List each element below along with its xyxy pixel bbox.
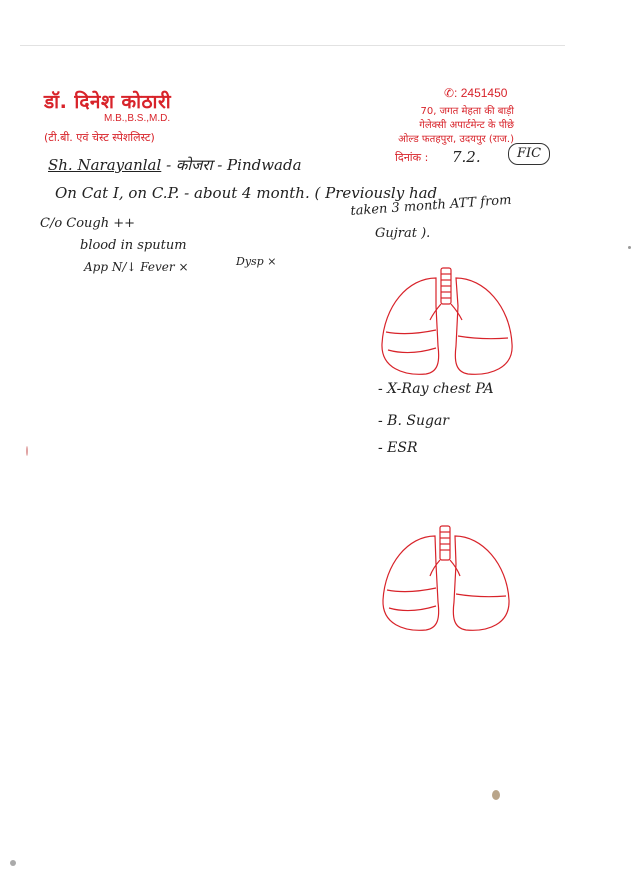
investigation-item-1: - X-Ray chest PA: [378, 381, 494, 397]
patient-name: Sh. Narayanlal: [48, 156, 162, 174]
patient-place: - कोजरा - Pindwada: [166, 156, 302, 174]
address-line-1: 70, जगत मेहता की बाड़ी: [420, 106, 514, 117]
address-line-3: ओल्ड फतहपुरा, उदयपुर (राज.): [398, 134, 514, 145]
history-line-1: On Cat I, on C.P. - about 4 month. ( Previously had: [55, 184, 438, 202]
scan-speck: [10, 860, 16, 866]
top-edge-line: [20, 45, 565, 46]
doctor-name: डॉ. दिनेश कोठारी: [44, 91, 172, 113]
address-line-2: गेलेक्सी अपार्टमेन्ट के पीछे: [419, 120, 514, 131]
investigation-item-3: - ESR: [378, 440, 418, 456]
lungs-diagram-lower-icon: [380, 524, 514, 636]
complaint-line-3: App N/↓ Fever ×: [84, 260, 189, 274]
date-label: दिनांक :: [395, 151, 429, 164]
lungs-diagram-upper-icon: [378, 266, 518, 381]
patient-line: [48, 155, 302, 175]
complaint-line-4: Dysp ×: [236, 255, 277, 268]
phone-number: ✆: 2451450: [444, 86, 508, 100]
doctor-degree: M.B.,B.S.,M.D.: [104, 113, 171, 124]
handwritten-date: 7.2.: [452, 148, 481, 166]
investigation-item-2: - B. Sugar: [378, 413, 449, 429]
doctor-specialty: (टी.बी. एवं चेस्ट स्पेशलिस्ट): [44, 131, 155, 144]
scan-speck: [492, 790, 500, 800]
complaint-line-1: C/o Cough ++: [40, 216, 136, 231]
complaint-line-2: blood in sputum: [80, 238, 187, 253]
history-line-3: Gujrat ).: [375, 226, 431, 241]
scan-speck: [628, 246, 631, 249]
circled-initials: FIC: [508, 143, 550, 165]
history-line-2: taken 3 month ATT from: [350, 192, 512, 219]
scan-speck: [26, 446, 28, 456]
